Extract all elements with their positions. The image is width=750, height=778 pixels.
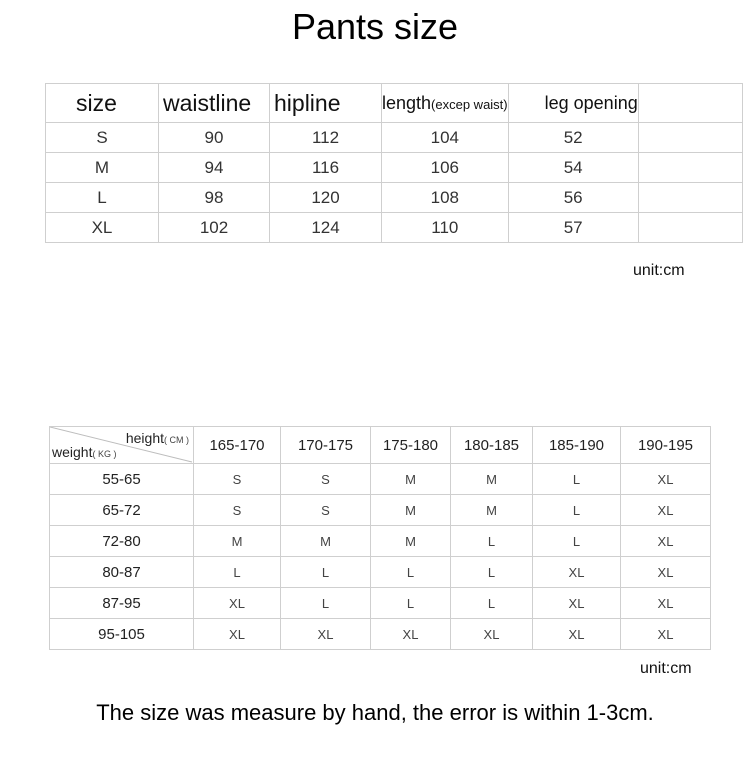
corner-weight-text: weight [52,444,93,460]
table-row [50,619,711,650]
size-cell: XL [451,619,533,650]
header-length-note: (excep waist) [431,96,508,112]
table-row [50,588,711,619]
cell-size: M [46,153,159,183]
size-cell: M [451,464,533,495]
size-cell: L [533,495,621,526]
size-table-unit: unit:cm [633,262,685,279]
corner-height-label [126,430,189,446]
height-header: 190-195 [621,427,711,464]
cell-empty [638,213,742,243]
size-cell: S [194,495,281,526]
weight-cell: 55-65 [50,464,194,495]
size-cell: XL [621,464,711,495]
table-row [50,526,711,557]
cell-leg-opening: 56 [508,183,638,213]
cell-waistline: 90 [159,123,270,153]
height-header: 165-170 [194,427,281,464]
header-hipline: hipline [270,84,382,123]
cell-length: 110 [382,213,509,243]
cell-leg-opening: 54 [508,153,638,183]
size-cell: XL [371,619,451,650]
size-cell: XL [621,619,711,650]
size-cell: XL [621,557,711,588]
size-cell: XL [621,588,711,619]
size-cell: M [451,495,533,526]
size-cell: L [371,557,451,588]
weight-cell: 65-72 [50,495,194,526]
chart-table-unit: unit:cm [640,660,692,677]
height-header: 170-175 [281,427,371,464]
header-leg-opening: leg opening [508,84,638,123]
cell-length: 106 [382,153,509,183]
size-cell: XL [533,557,621,588]
size-cell: XL [194,588,281,619]
size-cell: M [371,464,451,495]
size-cell: M [194,526,281,557]
cell-waistline: 98 [159,183,270,213]
cell-hipline: 120 [270,183,382,213]
corner-height-unit: ( CM ) [164,435,189,445]
size-cell: L [194,557,281,588]
size-measurement-table [45,83,743,243]
size-cell: M [371,526,451,557]
size-cell: L [281,588,371,619]
size-table-header-row [46,84,743,123]
size-cell: S [194,464,281,495]
cell-size: S [46,123,159,153]
size-cell: XL [194,619,281,650]
cell-size: XL [46,213,159,243]
height-header: 185-190 [533,427,621,464]
cell-size: L [46,183,159,213]
size-cell: S [281,464,371,495]
size-cell: L [451,526,533,557]
cell-empty [638,183,742,213]
size-cell: M [281,526,371,557]
header-size: size [46,84,159,123]
cell-hipline: 116 [270,153,382,183]
cell-leg-opening: 52 [508,123,638,153]
size-cell: L [371,588,451,619]
table-row [46,123,743,153]
size-cell: XL [533,619,621,650]
size-cell: L [451,588,533,619]
corner-weight-label [52,444,116,460]
table-row [46,183,743,213]
cell-hipline: 112 [270,123,382,153]
size-chart-table [49,426,711,650]
cell-empty [638,153,742,183]
cell-length: 104 [382,123,509,153]
size-cell: XL [533,588,621,619]
size-table-body [46,123,743,243]
cell-empty [638,123,742,153]
cell-waistline: 102 [159,213,270,243]
page-title: Pants size [291,6,459,47]
size-cell: XL [621,526,711,557]
header-length-label: length [382,92,432,113]
cell-hipline: 124 [270,213,382,243]
table-row [46,153,743,183]
size-cell: L [281,557,371,588]
weight-cell: 80-87 [50,557,194,588]
height-header: 180-185 [451,427,533,464]
header-waistline: waistline [159,84,270,123]
table-row [46,213,743,243]
table-row [50,495,711,526]
cell-waistline: 94 [159,153,270,183]
corner-height-text: height [125,430,164,446]
size-cell: XL [621,495,711,526]
size-cell: L [451,557,533,588]
cell-length: 108 [382,183,509,213]
chart-table-body [50,464,711,650]
size-cell: M [371,495,451,526]
footnote: The size was measure by hand, the error is within 1-3cm. [96,700,654,725]
weight-cell: 95-105 [50,619,194,650]
height-header: 175-180 [371,427,451,464]
table-row [50,557,711,588]
header-empty [638,84,742,123]
size-cell: L [533,464,621,495]
chart-header-row [50,427,711,464]
size-cell: S [281,495,371,526]
corner-weight-unit: ( KG ) [92,449,117,459]
header-length [382,84,509,123]
weight-cell: 72-80 [50,526,194,557]
size-cell: XL [281,619,371,650]
size-cell: L [533,526,621,557]
cell-leg-opening: 57 [508,213,638,243]
weight-cell: 87-95 [50,588,194,619]
table-row [50,464,711,495]
corner-cell [50,427,194,464]
